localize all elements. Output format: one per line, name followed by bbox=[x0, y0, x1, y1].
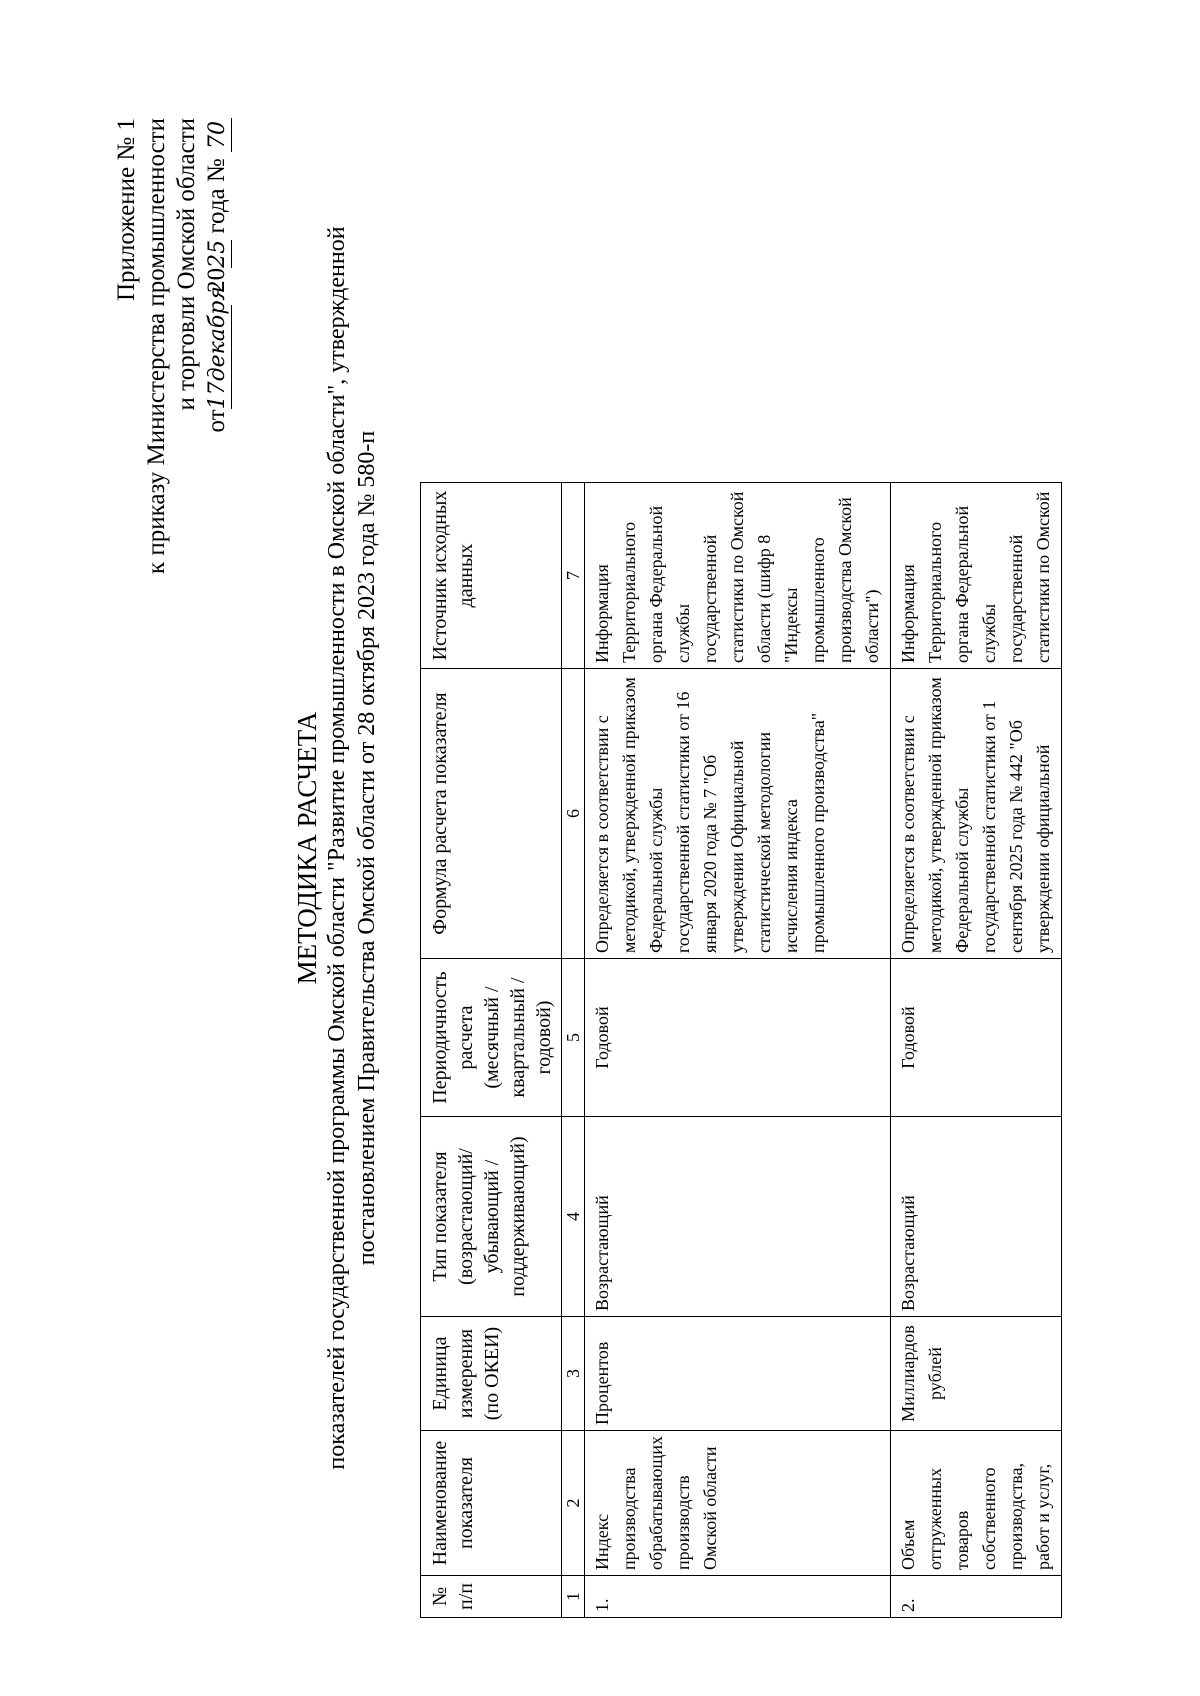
cell-unit: Процентов bbox=[585, 1317, 891, 1431]
year-prefix: 20 bbox=[203, 267, 230, 293]
cell-formula: Определяется в соответствии с методикой, утвержденной приказом Федеральной службы государственной статистики от 1 сентября 2025 года № 442 "Об утверждении официальной bbox=[891, 669, 1062, 959]
handwritten-date bbox=[205, 286, 232, 410]
handwritten-year: 25 bbox=[205, 239, 230, 268]
methodology-table bbox=[420, 482, 1062, 1618]
appendix-line-3: и торговли Омской области bbox=[173, 118, 200, 411]
header-cell-formula: Формула расчета показателя bbox=[421, 669, 562, 959]
header-cell-source: Источник исходных данных bbox=[421, 483, 562, 669]
cell-formula: Определяется в соответствии с методикой, утвержденной приказом Федеральной службы государственной статистики от 16 января 2020 года № 7 "Об утверждении Официальной статистической методологии исчисления индекса промышленного производства" bbox=[585, 669, 891, 959]
appendix-date-line bbox=[202, 118, 232, 574]
table-column-numbers-row bbox=[562, 483, 585, 1618]
cell-name: Объем отгруженных товаров собственного производства, работ и услуг, bbox=[891, 1431, 1062, 1576]
cell-source: Информация Территориального органа Федеральной службы государственной статистики по Омской bbox=[891, 483, 1062, 669]
cell-type: Возрастающий bbox=[891, 1117, 1062, 1317]
header-cell-type: Тип показателя (возрастающий/ убывающий / поддерживающий) bbox=[421, 1117, 562, 1317]
cell-unit: Миллиардов рублей bbox=[891, 1317, 1062, 1431]
header-cell-unit: Единица измерения (по ОКЕИ) bbox=[421, 1317, 562, 1431]
cell-name: Индекс производства обрабатывающих производств Омской области bbox=[585, 1431, 891, 1576]
document-subtitle-2: постановлением Правительства Омской области от 28 октября 2023 года № 580-п bbox=[354, 430, 380, 1266]
column-number: 7 bbox=[562, 483, 585, 669]
date-day: 17 bbox=[205, 381, 230, 410]
cell-source: Информация Территориального органа Федеральной службы государственной статистики по Омской области (шифр 8 "Индексы промышленного производства Омской области") bbox=[585, 483, 891, 669]
document-title: МЕТОДИКА РАСЧЕТА bbox=[292, 711, 322, 985]
appendix-title: Приложение № 1 bbox=[113, 118, 140, 302]
column-number: 4 bbox=[562, 1117, 585, 1317]
handwritten-order-number: 70 bbox=[205, 118, 232, 152]
column-number: 3 bbox=[562, 1317, 585, 1431]
cell-type: Возрастающий bbox=[585, 1117, 891, 1317]
column-number: 6 bbox=[562, 669, 585, 959]
header-cell-number: № п/п bbox=[421, 1576, 562, 1618]
year-word: года № bbox=[203, 158, 230, 234]
header-cell-period: Периодичность расчета (месячный / квартальный / годовой) bbox=[421, 959, 562, 1117]
cell-number: 1. bbox=[585, 1576, 891, 1618]
table-row bbox=[585, 483, 891, 1618]
column-number: 1 bbox=[562, 1576, 585, 1618]
header-cell-name: Наименование показателя bbox=[421, 1431, 562, 1576]
document-subtitle-1: показателей государственной программы Омской области "Развитие промышленности в Омской области", утвержденной bbox=[324, 226, 350, 1470]
cell-period: Годовой bbox=[585, 959, 891, 1117]
cell-period: Годовой bbox=[891, 959, 1062, 1117]
appendix-header bbox=[112, 118, 232, 574]
date-month: декабря bbox=[205, 286, 230, 382]
column-number: 5 bbox=[562, 959, 585, 1117]
appendix-line-2: к приказу Министерства промышленности bbox=[143, 118, 170, 575]
table-header-row bbox=[421, 483, 562, 1618]
date-prefix: от bbox=[203, 409, 230, 433]
cell-number: 2. bbox=[891, 1576, 1062, 1618]
column-number: 2 bbox=[562, 1431, 585, 1576]
table-row bbox=[891, 483, 1062, 1618]
